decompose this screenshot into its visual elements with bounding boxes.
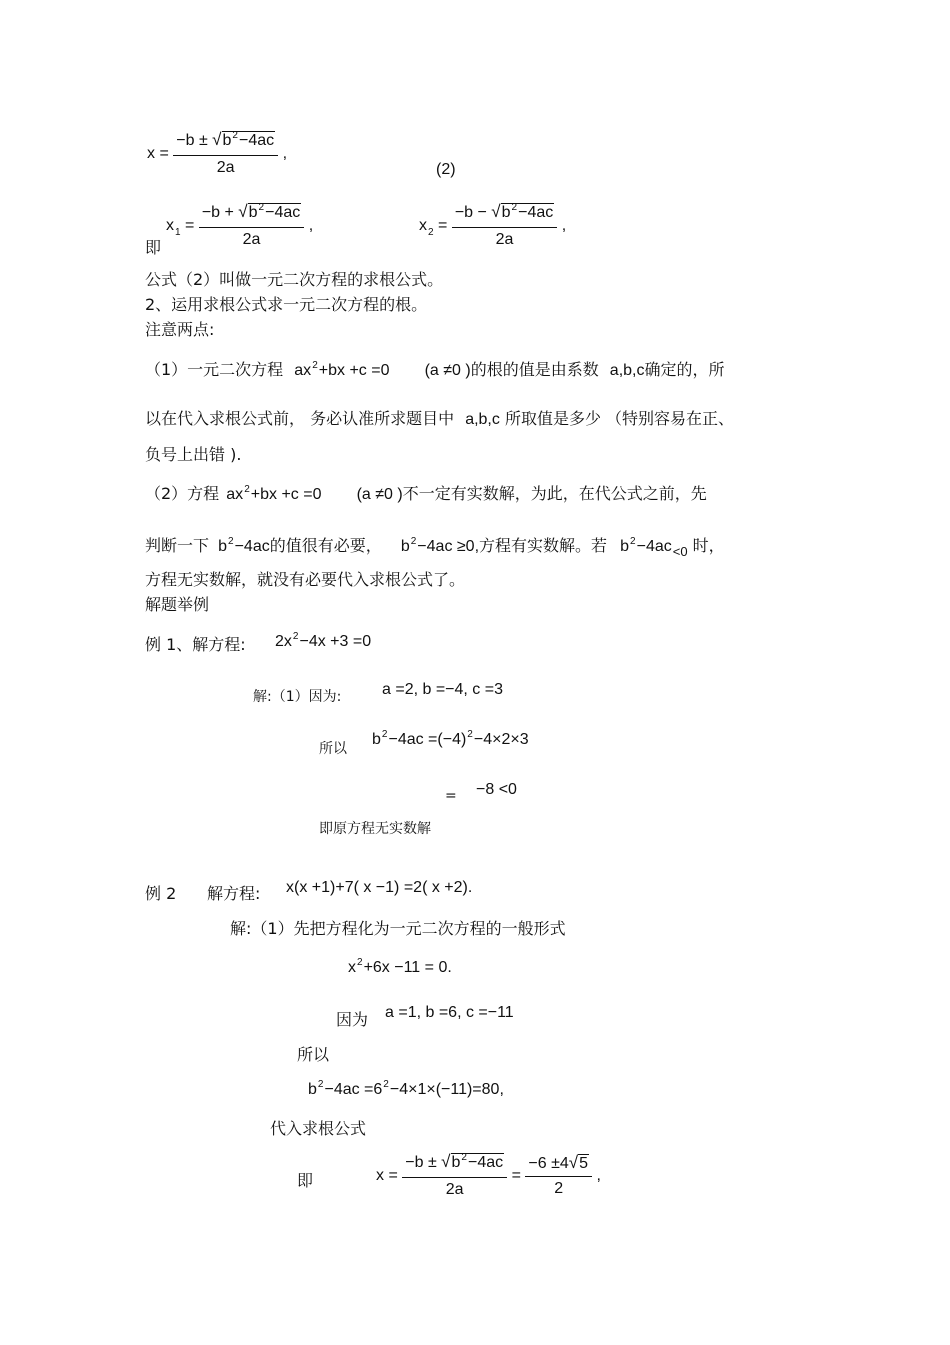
example-2-equation: x(x +1)+7( x −1) =2( x +2). (286, 879, 473, 896)
example-1-equation: $2x^2-4x +3 =0$ (275, 631, 372, 650)
formula-numerator: $-b \pm √b^2-4ac$ (173, 130, 278, 156)
root-x1-formula: $x_1$ = $\frac{-b + √b^2-4ac}{2a}$ , (166, 202, 314, 248)
section-heading-2: 2、运用求根公式求一元二次方程的根。 (145, 295, 428, 314)
example-2-label: 例 2 (145, 884, 177, 903)
roots-ji: 即 (145, 238, 162, 257)
example-2-yinwei: 因为 (336, 1010, 369, 1029)
examples-heading: 解题举例 (145, 595, 210, 614)
example-1-result: −8 <0 (476, 781, 517, 798)
note-1-line-2: 以在代入求根公式前， 务必认准所求题目中 a,b,c 所取值是多少 （特别容易在正、 (145, 409, 735, 428)
example-2-root-formula: x = $\frac{-b \pm √b^2-4ac}{2a}$ = $\frac{-6 \pm 4√5}{2}$ , (376, 1152, 601, 1198)
example-1-label: 例 1、解方程: (145, 635, 246, 654)
note-2-line-1: （2）方程 $ax^2+bx +c =0$ (a ≠0 )不一定有实数解，为此，在代公式之前，先 (145, 484, 707, 503)
formula-radical: $√b^2-4ac$ (212, 130, 275, 149)
example-2-substitute: 代入求根公式 (270, 1119, 367, 1138)
example-2-step-1: 解:（1）先把方程化为一元二次方程的一般形式 (230, 919, 566, 938)
note-1-line-1: （1）一元二次方程 $ax^2+bx +c =0$ (a ≠0 )的根的值是由系数 a,b,c确定的，所 (145, 360, 725, 379)
notes-heading: 注意两点: (145, 320, 215, 339)
example-2-label-2: 解方程: (207, 884, 261, 903)
note-2-line-2: 判断一下 $b^2-4ac$的值很有必要， $b^2-4ac \ge 0$,方程有实数解。若 $b^2-4ac_{<0}$ 时， (145, 536, 725, 559)
example-1-solution-intro: 解:（1）因为: (253, 689, 342, 705)
paragraph-formula-name: 公式（2）叫做一元二次方程的求根公式。 (145, 270, 444, 289)
root-x2-formula: $x_2$ = $\frac{-b - √b^2-4ac}{2a}$ , (419, 202, 567, 248)
example-2-ji: 即 (297, 1171, 314, 1190)
note-1-line-3: 负号上出错 ). (145, 445, 242, 464)
formula-label: (2) (436, 161, 456, 178)
formula-denominator: 2a (216, 159, 235, 176)
formula-fraction (173, 130, 278, 178)
example-1-equals: = (445, 788, 457, 804)
example-2-discriminant: $b^2-4ac =6^2-4\times 1\times(-11)=80$, (308, 1079, 504, 1098)
example-2-suoyi: 所以 (297, 1045, 330, 1064)
quadratic-formula: x = $\frac{-b \pm √b^2-4ac}{2a}$ , (147, 130, 288, 176)
note-2-line-3: 方程无实数解，就没有必要代入求根公式了。 (145, 570, 466, 589)
example-1-conclusion: 即原方程无实数解 (319, 821, 431, 837)
formula-lhs: x = (147, 145, 169, 163)
example-2-coefficients: a =1, b =6, c =−11 (385, 1004, 514, 1021)
example-2-general-form: $x^2+6x -11 = 0$. (348, 957, 452, 976)
example-1-coefficients: a =2, b =−4, c =3 (382, 681, 503, 698)
example-1-discriminant: $b^2-4ac =(-4)^2-4\times 2\times 3$ (372, 729, 529, 748)
example-1-suoyi: 所以 (319, 741, 347, 757)
